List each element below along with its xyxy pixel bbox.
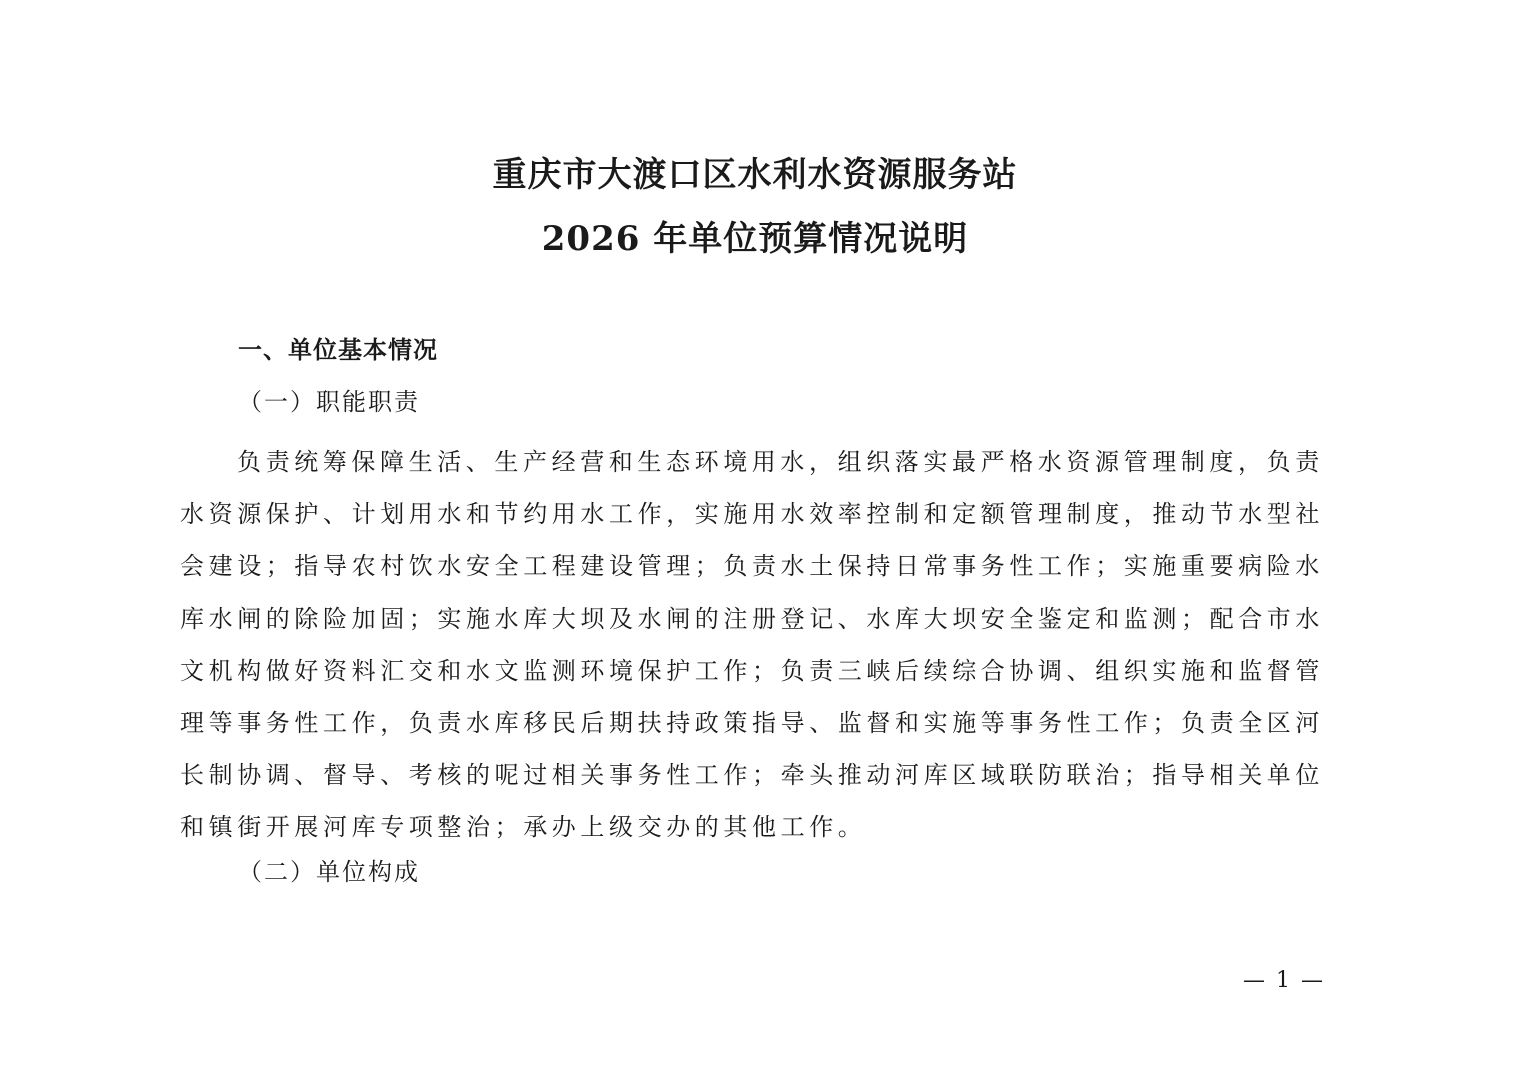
document-title-line-2: 2026 年单位预算情况说明 — [541, 219, 969, 259]
subsection-heading-functions: （一）职能职责 — [238, 388, 420, 416]
page-number: — 1 — — [1243, 968, 1325, 993]
section-heading-basic-info: 一、单位基本情况 — [238, 336, 438, 364]
document-title-line-1: 重庆市大渡口区水利水资源服务站 — [492, 155, 1018, 195]
subsection-heading-composition: （二）单位构成 — [238, 858, 420, 886]
functions-paragraph: 负责统筹保障生活、生产经营和生态环境用水，组织落实最严格水资源管理制度，负责水资源保护、计划用水和节约用水工作，实施用水效率控制和定额管理制度，推动节水型社会建设；指导农村饮水安全工程建设管理；负责水土保持日常事务性工作；实施重要病险水库水闸的除险加固；实施水库大坝及水闸的注册登记、水库大坝安全鉴定和监测；配合市水文机构做好资料汇交和水文监测环境保护工作；负责三峡后续综合协调、组织实施和监督管理等事务性工作，负责水库移民后期扶持政策指导、监督和实施等事务性工作；负责全区河长制协调、督导、考核的呢过相关事务性工作；牵头推动河库区域联防联治；指导相关单位和镇街开展河库专项整治；承办上级交办的其他工作。 — [180, 448, 1324, 842]
